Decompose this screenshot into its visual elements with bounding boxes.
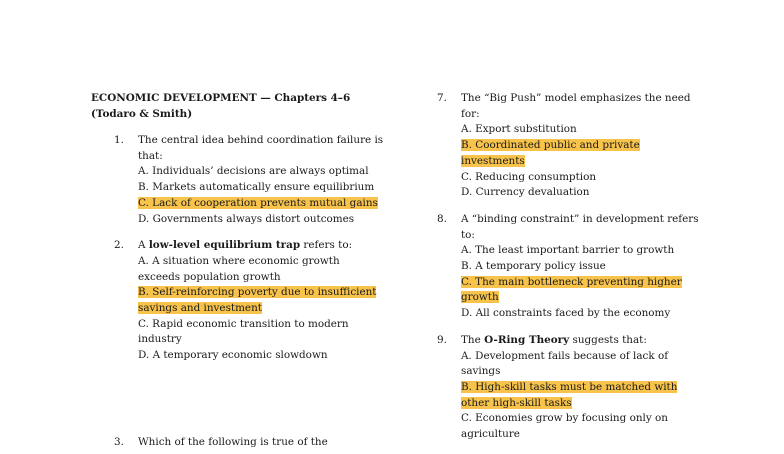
answer-text: A. The least important barrier to growth bbox=[461, 244, 675, 257]
question-key-term: O-Ring Theory bbox=[484, 333, 570, 346]
question-text-part: A bbox=[138, 239, 149, 252]
answer-option bbox=[461, 122, 702, 138]
answer-option bbox=[138, 348, 384, 364]
highlighted-answer-text: B. High-skill tasks must be matched with other high-skill tasks bbox=[461, 380, 678, 409]
question-item bbox=[114, 133, 384, 227]
answer-text: D. Currency devaluation bbox=[461, 186, 590, 199]
question-3-partial bbox=[114, 435, 384, 451]
answer-option bbox=[461, 243, 702, 259]
question-text-part: The “Big Push” model emphasizes the need for: bbox=[461, 92, 691, 120]
answer-option bbox=[461, 170, 702, 186]
answer-option bbox=[461, 259, 702, 275]
answer-text: A. Export substitution bbox=[461, 123, 577, 136]
left-column bbox=[114, 133, 384, 375]
correct-answer-option bbox=[461, 138, 702, 169]
answer-option bbox=[461, 411, 702, 442]
answer-text: D. Governments always distort outcomes bbox=[138, 212, 355, 225]
question-text bbox=[461, 212, 702, 243]
correct-answer-option bbox=[138, 285, 384, 316]
question-number: 3. bbox=[114, 436, 124, 448]
highlighted-answer-text: C. Lack of cooperation prevents mutual gains bbox=[138, 196, 378, 209]
answer-text: B. A temporary policy issue bbox=[461, 260, 606, 273]
answer-text: C. Rapid economic transition to modern industry bbox=[138, 317, 349, 346]
question-text bbox=[461, 91, 702, 122]
question-text-part: suggests that: bbox=[569, 333, 647, 346]
question-item bbox=[437, 212, 702, 322]
answer-option bbox=[138, 317, 384, 348]
highlighted-answer-text: B. Coordinated public and private investments bbox=[461, 139, 640, 167]
question-number: 1. bbox=[114, 134, 124, 146]
answer-option bbox=[461, 349, 702, 380]
answer-option bbox=[138, 180, 384, 196]
question-text bbox=[138, 133, 384, 164]
answer-option bbox=[138, 164, 384, 180]
answer-text: B. Markets automatically ensure equilibrium bbox=[138, 181, 375, 194]
question-text-part: The central idea behind coordination failure is that: bbox=[138, 134, 384, 162]
answer-text: D. A temporary economic slowdown bbox=[138, 349, 328, 362]
answer-text: A. A situation where economic growth exceeds population growth bbox=[138, 254, 340, 283]
question-key-term: low-level equilibrium trap bbox=[148, 239, 301, 252]
question-text bbox=[461, 333, 702, 349]
question-item bbox=[114, 238, 384, 364]
document-title: ECONOMIC DEVELOPMENT — Chapters 4–6 (Todaro & Smith) bbox=[91, 92, 351, 120]
answer-text: C. Reducing consumption bbox=[461, 170, 597, 183]
answer-text: A. Individuals’ decisions are always optimal bbox=[138, 165, 369, 178]
correct-answer-option bbox=[138, 196, 384, 212]
answer-text: A. Development fails because of lack of savings bbox=[461, 349, 669, 378]
question-number: 7. bbox=[437, 92, 447, 104]
answer-option bbox=[461, 306, 702, 322]
highlighted-answer-text: C. The main bottleneck preventing higher growth bbox=[461, 275, 682, 304]
highlighted-answer-text: B. Self-reinforcing poverty due to insufficient savings and investment bbox=[138, 286, 377, 315]
question-number: 9. bbox=[437, 333, 447, 346]
question-item bbox=[437, 91, 702, 201]
right-column bbox=[437, 91, 702, 454]
question-number: 2. bbox=[114, 239, 124, 252]
answer-option bbox=[138, 254, 384, 285]
question-text: Which of the following is true of the bbox=[138, 436, 328, 448]
answer-option bbox=[138, 212, 384, 228]
question-item bbox=[437, 333, 702, 443]
answer-text: C. Economies grow by focusing only on agriculture bbox=[461, 412, 668, 441]
question-number: 8. bbox=[437, 212, 447, 225]
question-text-part: refers to: bbox=[300, 239, 353, 252]
question-text bbox=[138, 238, 384, 254]
question-text-part: The bbox=[461, 333, 485, 346]
answer-text: D. All constraints faced by the economy bbox=[461, 307, 671, 320]
answer-option bbox=[461, 185, 702, 201]
correct-answer-option bbox=[461, 275, 702, 306]
correct-answer-option bbox=[461, 380, 702, 411]
question-text-part: A “binding constraint” in development refers to: bbox=[461, 212, 699, 241]
